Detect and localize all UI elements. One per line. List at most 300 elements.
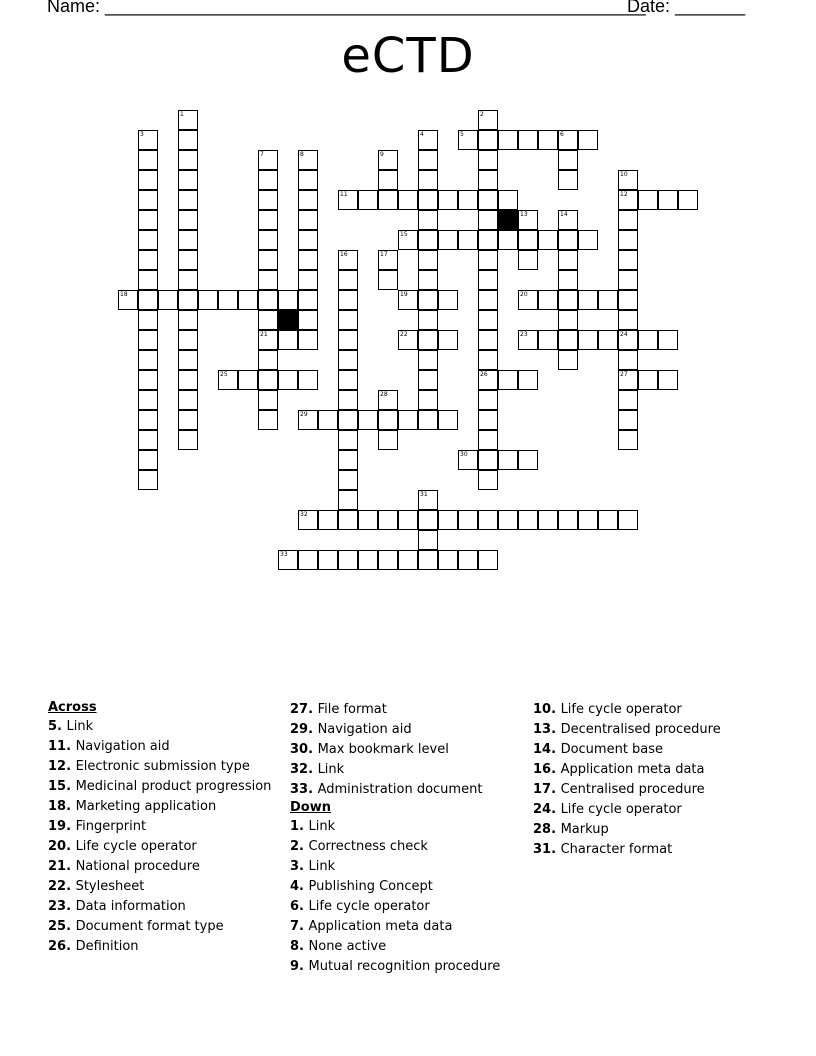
grid-cell[interactable] xyxy=(298,370,318,390)
clue-text: Centralised procedure xyxy=(560,782,705,797)
clue-number: 25 xyxy=(48,919,67,934)
cell-clue-number: 13 xyxy=(520,211,528,218)
grid-cell[interactable] xyxy=(458,510,478,530)
grid-cell[interactable] xyxy=(618,390,638,410)
grid-cell[interactable] xyxy=(638,190,658,210)
grid-cell[interactable] xyxy=(638,370,658,390)
grid-cell[interactable] xyxy=(238,370,258,390)
grid-cell[interactable] xyxy=(378,430,398,450)
grid-cell[interactable] xyxy=(298,410,318,430)
grid-cell[interactable] xyxy=(538,130,558,150)
grid-cell[interactable] xyxy=(338,190,358,210)
clue-text: Correctness check xyxy=(308,839,428,854)
grid-cell[interactable] xyxy=(418,510,438,530)
grid-cell[interactable] xyxy=(498,370,518,390)
grid-cell[interactable] xyxy=(378,390,398,410)
grid-cell[interactable] xyxy=(558,270,578,290)
grid-cell[interactable] xyxy=(258,170,278,190)
grid-cell[interactable] xyxy=(298,210,318,230)
grid-cell[interactable] xyxy=(278,330,298,350)
grid-cell[interactable] xyxy=(678,190,698,210)
grid-cell[interactable] xyxy=(178,250,198,270)
grid-cell[interactable] xyxy=(178,150,198,170)
grid-cell[interactable] xyxy=(618,510,638,530)
cell-clue-number: 17 xyxy=(380,251,388,258)
grid-cell[interactable] xyxy=(578,230,598,250)
grid-cell[interactable] xyxy=(318,410,338,430)
grid-cell[interactable] xyxy=(478,250,498,270)
grid-cell[interactable] xyxy=(478,170,498,190)
grid-cell[interactable] xyxy=(138,130,158,150)
grid-cell[interactable] xyxy=(538,290,558,310)
clue-text: Link xyxy=(66,719,94,734)
grid-cell[interactable] xyxy=(538,230,558,250)
grid-cell[interactable] xyxy=(258,210,278,230)
clue-item: 21. National procedure xyxy=(48,859,200,874)
grid-cell[interactable] xyxy=(258,350,278,370)
grid-cell[interactable] xyxy=(218,370,238,390)
clues-column-1 xyxy=(48,700,271,957)
cell-clue-number: 16 xyxy=(340,251,348,258)
cell-clue-number: 26 xyxy=(480,371,488,378)
grid-cell[interactable] xyxy=(178,230,198,250)
grid-cell[interactable] xyxy=(178,290,198,310)
grid-cell[interactable] xyxy=(518,370,538,390)
grid-cell[interactable] xyxy=(338,390,358,410)
cell-clue-number: 9 xyxy=(380,151,384,158)
grid-cell[interactable] xyxy=(338,510,358,530)
grid-cell[interactable] xyxy=(298,270,318,290)
grid-cell[interactable] xyxy=(378,510,398,530)
grid-cell[interactable] xyxy=(418,530,438,550)
grid-cell[interactable] xyxy=(138,390,158,410)
grid-cell[interactable] xyxy=(298,250,318,270)
grid-cell[interactable] xyxy=(338,470,358,490)
grid-cell[interactable] xyxy=(518,210,538,230)
grid-cell[interactable] xyxy=(178,430,198,450)
grid-cell[interactable] xyxy=(618,190,638,210)
grid-cell[interactable] xyxy=(258,310,278,330)
grid-cell[interactable] xyxy=(498,130,518,150)
grid-cell[interactable] xyxy=(358,550,378,570)
grid-cell[interactable] xyxy=(418,130,438,150)
grid-cell[interactable] xyxy=(558,130,578,150)
grid-cell[interactable] xyxy=(258,390,278,410)
grid-cell[interactable] xyxy=(198,290,218,310)
clue-text: Life cycle operator xyxy=(308,899,430,914)
grid-cell[interactable] xyxy=(458,450,478,470)
grid-cell[interactable] xyxy=(378,150,398,170)
cell-clue-number: 30 xyxy=(460,451,468,458)
grid-cell[interactable] xyxy=(138,470,158,490)
grid-cell[interactable] xyxy=(258,330,278,350)
grid-cell[interactable] xyxy=(418,170,438,190)
grid-cell[interactable] xyxy=(618,230,638,250)
grid-cell[interactable] xyxy=(618,290,638,310)
grid-cell[interactable] xyxy=(258,410,278,430)
grid-cell[interactable] xyxy=(158,290,178,310)
grid-cell[interactable] xyxy=(598,510,618,530)
grid-cell[interactable] xyxy=(418,490,438,510)
grid-cell[interactable] xyxy=(318,510,338,530)
clue-number: 31 xyxy=(533,842,552,857)
grid-cell[interactable] xyxy=(258,230,278,250)
grid-cell[interactable] xyxy=(178,370,198,390)
grid-cell[interactable] xyxy=(298,150,318,170)
grid-cell[interactable] xyxy=(138,170,158,190)
grid-cell[interactable] xyxy=(338,410,358,430)
grid-cell[interactable] xyxy=(298,510,318,530)
grid-cell[interactable] xyxy=(258,250,278,270)
grid-cell[interactable] xyxy=(178,190,198,210)
clue-item: 4. Publishing Concept xyxy=(290,879,433,894)
clue-number: 2 xyxy=(290,839,300,854)
cell-clue-number: 19 xyxy=(400,291,408,298)
cell-clue-number: 31 xyxy=(420,491,428,498)
grid-cell[interactable] xyxy=(618,370,638,390)
cell-clue-number: 8 xyxy=(300,151,304,158)
grid-cell[interactable] xyxy=(438,230,458,250)
grid-cell[interactable] xyxy=(618,430,638,450)
grid-cell[interactable] xyxy=(418,350,438,370)
grid-cell[interactable] xyxy=(398,290,418,310)
grid-cell[interactable] xyxy=(478,450,498,470)
grid-cell[interactable] xyxy=(478,470,498,490)
grid-cell[interactable] xyxy=(138,430,158,450)
clue-text: Navigation aid xyxy=(317,722,412,737)
grid-cell[interactable] xyxy=(618,250,638,270)
grid-cell[interactable] xyxy=(458,230,478,250)
grid-cell[interactable] xyxy=(618,310,638,330)
grid-cell[interactable] xyxy=(278,290,298,310)
grid-cell[interactable] xyxy=(498,230,518,250)
clue-number: 8 xyxy=(290,939,300,954)
clue-text: File format xyxy=(317,702,387,717)
clue-text: Application meta data xyxy=(560,762,705,777)
grid-cell[interactable] xyxy=(378,550,398,570)
clue-text: Life cycle operator xyxy=(560,802,682,817)
clue-item: 30. Max bookmark level xyxy=(290,742,449,757)
grid-cell[interactable] xyxy=(298,310,318,330)
grid-cell[interactable] xyxy=(618,350,638,370)
grid-cell[interactable] xyxy=(218,290,238,310)
grid-cell[interactable] xyxy=(258,270,278,290)
grid-cell[interactable] xyxy=(118,290,138,310)
grid-cell[interactable] xyxy=(438,510,458,530)
grid-cell[interactable] xyxy=(378,190,398,210)
grid-cell[interactable] xyxy=(478,430,498,450)
grid-cell[interactable] xyxy=(298,330,318,350)
grid-cell[interactable] xyxy=(478,130,498,150)
grid-cell[interactable] xyxy=(558,170,578,190)
grid-cell[interactable] xyxy=(578,510,598,530)
grid-cell[interactable] xyxy=(618,330,638,350)
grid-cell[interactable] xyxy=(358,510,378,530)
grid-cell[interactable] xyxy=(418,150,438,170)
clue-number: 33 xyxy=(290,782,309,797)
clue-item: 16. Application meta data xyxy=(533,762,705,777)
grid-cell[interactable] xyxy=(138,450,158,470)
clue-item: 12. Electronic submission type xyxy=(48,759,250,774)
grid-cell[interactable] xyxy=(558,310,578,330)
grid-cell[interactable] xyxy=(478,410,498,430)
grid-cell[interactable] xyxy=(618,410,638,430)
grid-cell[interactable] xyxy=(658,370,678,390)
grid-cell[interactable] xyxy=(478,210,498,230)
cell-clue-number: 2 xyxy=(480,111,484,118)
grid-cell[interactable] xyxy=(458,190,478,210)
grid-cell[interactable] xyxy=(438,410,458,430)
cell-clue-number: 15 xyxy=(400,231,408,238)
grid-cell[interactable] xyxy=(138,190,158,210)
grid-cell[interactable] xyxy=(178,110,198,130)
grid-cell[interactable] xyxy=(498,510,518,530)
grid-cell[interactable] xyxy=(338,350,358,370)
clue-item: 13. Decentralised procedure xyxy=(533,722,721,737)
grid-cell[interactable] xyxy=(478,350,498,370)
grid-cell[interactable] xyxy=(298,170,318,190)
grid-cell[interactable] xyxy=(578,290,598,310)
grid-cell[interactable] xyxy=(378,270,398,290)
grid-cell[interactable] xyxy=(298,550,318,570)
down-clue-list-continued xyxy=(533,700,721,860)
clue-item: 9. Mutual recognition procedure xyxy=(290,959,501,974)
grid-cell[interactable] xyxy=(138,310,158,330)
grid-cell[interactable] xyxy=(518,450,538,470)
grid-cell[interactable] xyxy=(318,550,338,570)
grid-cell[interactable] xyxy=(458,550,478,570)
grid-cell[interactable] xyxy=(418,270,438,290)
grid-cell[interactable] xyxy=(518,230,538,250)
grid-cell[interactable] xyxy=(338,370,358,390)
grid-cell[interactable] xyxy=(138,350,158,370)
grid-cell[interactable] xyxy=(338,490,358,510)
grid-cell[interactable] xyxy=(518,330,538,350)
grid-cell[interactable] xyxy=(618,210,638,230)
grid-cell[interactable] xyxy=(178,130,198,150)
grid-cell[interactable] xyxy=(398,410,418,430)
grid-cell[interactable] xyxy=(378,250,398,270)
puzzle-title: eCTD xyxy=(341,28,475,84)
grid-cell[interactable] xyxy=(538,510,558,530)
grid-cell[interactable] xyxy=(518,290,538,310)
clue-number: 14 xyxy=(533,742,552,757)
grid-cell[interactable] xyxy=(298,230,318,250)
grid-cell[interactable] xyxy=(378,410,398,430)
grid-cell[interactable] xyxy=(478,290,498,310)
cell-clue-number: 22 xyxy=(400,331,408,338)
grid-cell[interactable] xyxy=(258,190,278,210)
grid-cell[interactable] xyxy=(418,550,438,570)
grid-cell[interactable] xyxy=(558,350,578,370)
grid-cell[interactable] xyxy=(558,250,578,270)
grid-cell[interactable] xyxy=(338,250,358,270)
grid-cell[interactable] xyxy=(138,270,158,290)
clue-text: Application meta data xyxy=(308,919,453,934)
grid-cell[interactable] xyxy=(258,370,278,390)
clue-text: Markup xyxy=(560,822,609,837)
clue-item: 8. None active xyxy=(290,939,387,954)
grid-cell[interactable] xyxy=(618,170,638,190)
grid-cell[interactable] xyxy=(398,550,418,570)
grid-cell[interactable] xyxy=(478,310,498,330)
clue-text: Max bookmark level xyxy=(317,742,449,757)
grid-cell[interactable] xyxy=(338,450,358,470)
clue-number: 12 xyxy=(48,759,67,774)
cell-clue-number: 1 xyxy=(180,111,184,118)
grid-cell[interactable] xyxy=(298,290,318,310)
grid-cell[interactable] xyxy=(178,410,198,430)
clue-item: 28. Markup xyxy=(533,822,609,837)
grid-cell[interactable] xyxy=(418,330,438,350)
grid-cell[interactable] xyxy=(398,190,418,210)
grid-cell[interactable] xyxy=(138,290,158,310)
grid-cell[interactable] xyxy=(418,230,438,250)
grid-cell[interactable] xyxy=(558,230,578,250)
grid-cell[interactable] xyxy=(418,250,438,270)
grid-cell[interactable] xyxy=(478,270,498,290)
grid-cell[interactable] xyxy=(138,210,158,230)
grid-cell[interactable] xyxy=(258,150,278,170)
clue-number: 29 xyxy=(290,722,309,737)
grid-cell[interactable] xyxy=(518,510,538,530)
grid-cell[interactable] xyxy=(298,190,318,210)
grid-cell[interactable] xyxy=(138,150,158,170)
clue-text: Stylesheet xyxy=(75,879,145,894)
grid-cell[interactable] xyxy=(598,330,618,350)
cell-clue-number: 29 xyxy=(300,411,308,418)
grid-cell[interactable] xyxy=(478,330,498,350)
clue-text: Marketing application xyxy=(75,799,217,814)
grid-cell[interactable] xyxy=(338,550,358,570)
grid-cell[interactable] xyxy=(178,350,198,370)
grid-cell[interactable] xyxy=(478,390,498,410)
across-clue-list xyxy=(48,717,271,957)
grid-cell[interactable] xyxy=(478,510,498,530)
down-heading: Down xyxy=(290,800,331,815)
grid-cell[interactable] xyxy=(558,150,578,170)
grid-cell[interactable] xyxy=(338,330,358,350)
grid-cell[interactable] xyxy=(418,210,438,230)
grid-cell[interactable] xyxy=(138,410,158,430)
clue-text: Life cycle operator xyxy=(560,702,682,717)
grid-cell[interactable] xyxy=(478,230,498,250)
grid-cell[interactable] xyxy=(178,330,198,350)
clue-number: 26 xyxy=(48,939,67,954)
grid-cell[interactable] xyxy=(418,410,438,430)
grid-cell[interactable] xyxy=(418,310,438,330)
grid-cell[interactable] xyxy=(518,250,538,270)
grid-cell[interactable] xyxy=(398,330,418,350)
grid-cell[interactable] xyxy=(338,310,358,330)
grid-cell[interactable] xyxy=(438,550,458,570)
grid-cell[interactable] xyxy=(498,450,518,470)
grid-cell[interactable] xyxy=(598,290,618,310)
clue-number: 9 xyxy=(290,959,300,974)
grid-cell[interactable] xyxy=(178,170,198,190)
grid-cell[interactable] xyxy=(558,210,578,230)
grid-cell[interactable] xyxy=(338,430,358,450)
grid-cell[interactable] xyxy=(438,330,458,350)
grid-cell[interactable] xyxy=(338,270,358,290)
clue-item: 22. Stylesheet xyxy=(48,879,145,894)
clue-item: 17. Centralised procedure xyxy=(533,782,705,797)
grid-cell[interactable] xyxy=(478,550,498,570)
grid-cell[interactable] xyxy=(478,370,498,390)
grid-cell[interactable] xyxy=(278,370,298,390)
name-field-label: Name: ______________________________________________________ xyxy=(47,0,646,16)
grid-cell[interactable] xyxy=(418,390,438,410)
clue-text: Life cycle operator xyxy=(75,839,197,854)
grid-cell[interactable] xyxy=(558,290,578,310)
grid-cell[interactable] xyxy=(638,330,658,350)
clue-text: Link xyxy=(308,859,336,874)
clue-number: 18 xyxy=(48,799,67,814)
grid-cell[interactable] xyxy=(478,110,498,130)
grid-cell[interactable] xyxy=(398,510,418,530)
grid-cell[interactable] xyxy=(478,150,498,170)
grid-cell[interactable] xyxy=(438,190,458,210)
clue-text: National procedure xyxy=(75,859,200,874)
grid-cell[interactable] xyxy=(278,550,298,570)
grid-cell[interactable] xyxy=(498,190,518,210)
grid-cell[interactable] xyxy=(578,330,598,350)
cell-clue-number: 32 xyxy=(300,511,308,518)
grid-cell[interactable] xyxy=(418,290,438,310)
grid-cell[interactable] xyxy=(398,230,418,250)
grid-cell[interactable] xyxy=(138,330,158,350)
clue-number: 17 xyxy=(533,782,552,797)
grid-cell[interactable] xyxy=(438,290,458,310)
clues-column-3 xyxy=(533,700,721,860)
grid-cell[interactable] xyxy=(138,370,158,390)
grid-cell[interactable] xyxy=(478,190,498,210)
grid-cell[interactable] xyxy=(518,130,538,150)
grid-cell[interactable] xyxy=(378,170,398,190)
clue-item: 31. Character format xyxy=(533,842,673,857)
grid-cell[interactable] xyxy=(238,290,258,310)
clue-item: 7. Application meta data xyxy=(290,919,453,934)
cell-clue-number: 10 xyxy=(620,171,628,178)
grid-cell[interactable] xyxy=(458,130,478,150)
grid-cell[interactable] xyxy=(558,510,578,530)
grid-cell[interactable] xyxy=(358,190,378,210)
cell-clue-number: 25 xyxy=(220,371,228,378)
grid-cell[interactable] xyxy=(178,270,198,290)
grid-cell[interactable] xyxy=(338,290,358,310)
grid-cell[interactable] xyxy=(578,130,598,150)
grid-cell[interactable] xyxy=(418,370,438,390)
grid-cell[interactable] xyxy=(658,190,678,210)
grid-cell[interactable] xyxy=(558,330,578,350)
grid-cell[interactable] xyxy=(178,310,198,330)
grid-cell[interactable] xyxy=(178,390,198,410)
grid-cell[interactable] xyxy=(138,230,158,250)
grid-cell[interactable] xyxy=(538,330,558,350)
clue-number: 10 xyxy=(533,702,552,717)
clue-text: Electronic submission type xyxy=(75,759,250,774)
grid-cell[interactable] xyxy=(418,190,438,210)
grid-cell[interactable] xyxy=(178,210,198,230)
grid-cell[interactable] xyxy=(618,270,638,290)
clue-number: 22 xyxy=(48,879,67,894)
clue-text: None active xyxy=(308,939,387,954)
grid-cell[interactable] xyxy=(358,410,378,430)
clue-text: Decentralised procedure xyxy=(560,722,721,737)
grid-cell[interactable] xyxy=(258,290,278,310)
grid-cell[interactable] xyxy=(138,250,158,270)
grid-cell[interactable] xyxy=(658,330,678,350)
